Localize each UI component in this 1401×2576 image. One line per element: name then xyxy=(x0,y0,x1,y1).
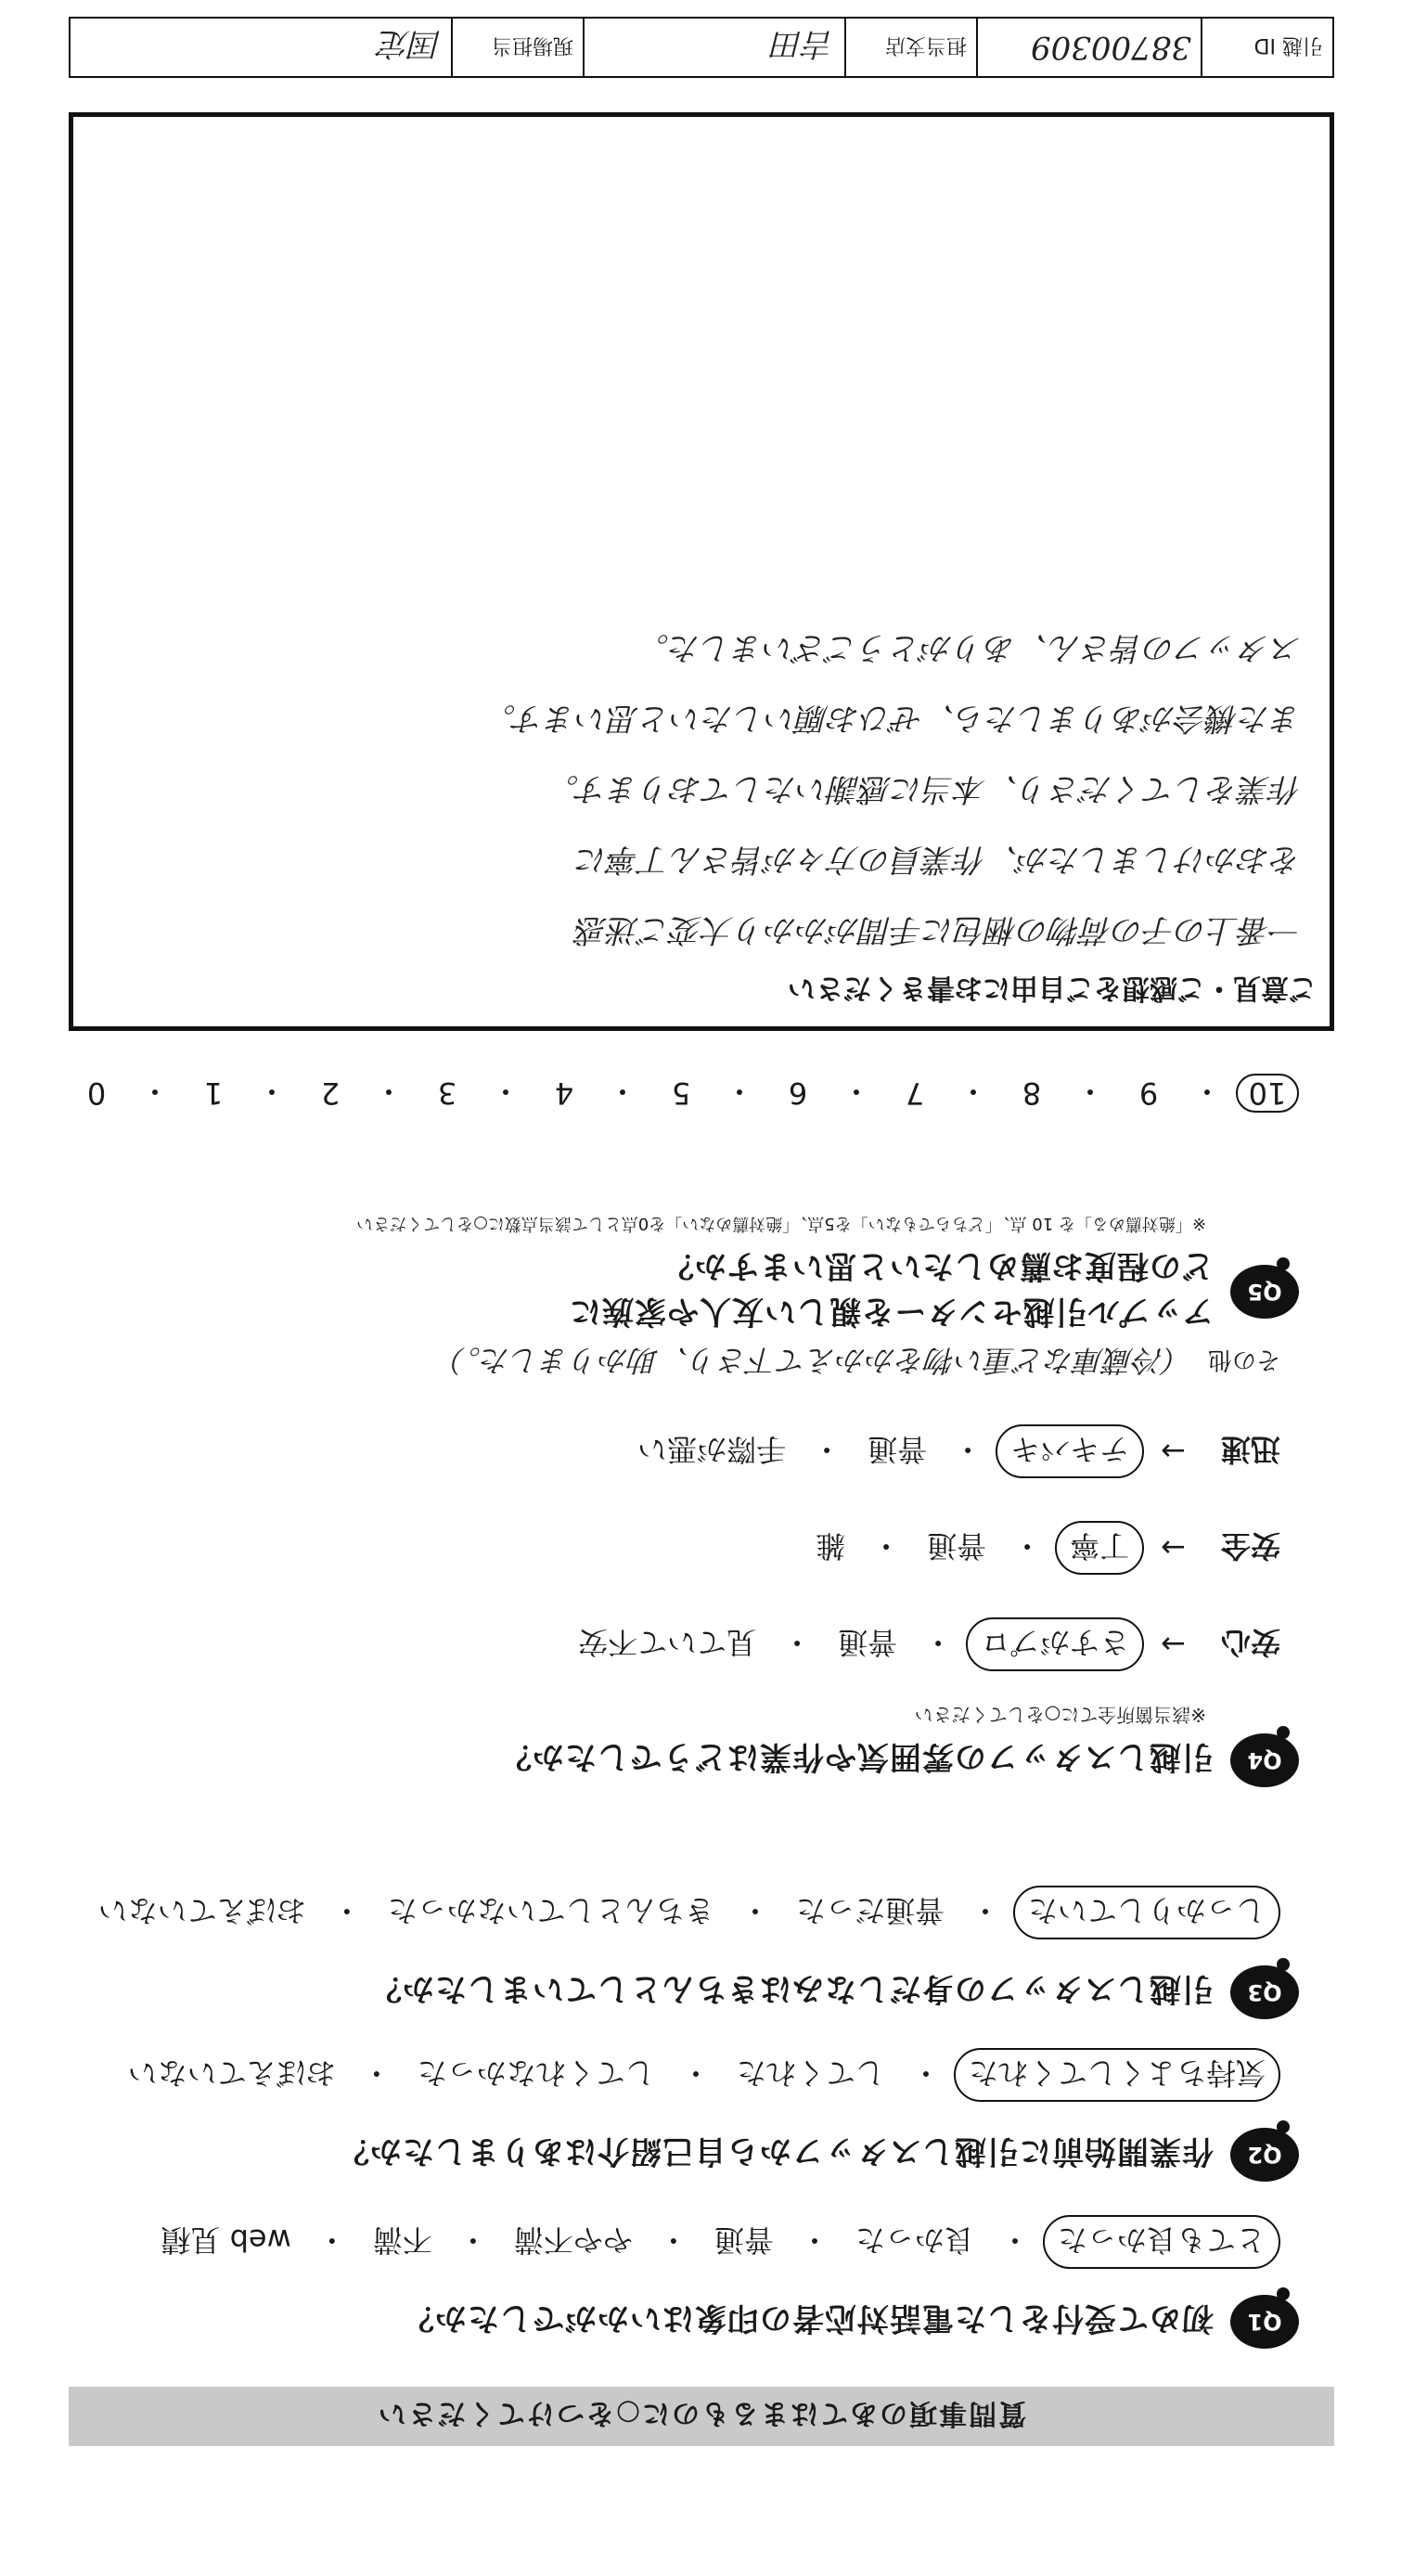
question-3 xyxy=(85,1886,1299,2019)
q2-badge: Q2 xyxy=(1230,2128,1299,2182)
branch-label: 担当支店 xyxy=(844,19,976,76)
rating-option[interactable]: 1 xyxy=(203,1075,224,1111)
rating-option[interactable]: 6 xyxy=(788,1075,808,1111)
q5-note: ※「絶対薦める」を 10 点、「どちらでもない」を5点、「絶対薦めない」を0点として該当点数に○をしてください xyxy=(356,1214,1206,1233)
q5-question-line2: どの程度お薦めしたいと思いますか？ xyxy=(662,1247,1214,1284)
rating-option[interactable]: 3 xyxy=(437,1075,457,1111)
q4-note: ※該当箇所全てに○をしてください xyxy=(914,1704,1206,1726)
comment-title: ご意見・ご感想をご自由にお書きください xyxy=(788,972,1317,1004)
q1-option[interactable]: 普通 xyxy=(713,2222,774,2258)
q4-option[interactable]: 普通 xyxy=(927,1528,987,1564)
q4-other xyxy=(436,1341,1280,1384)
q1-option[interactable]: 不満 xyxy=(372,2222,432,2258)
q4-option[interactable]: 普通 xyxy=(838,1625,898,1660)
q3-option-selected[interactable]: しっかりしていた xyxy=(1013,1886,1280,1939)
question-1 xyxy=(148,2215,1299,2349)
q2-option-selected[interactable]: 気持ちよくしてくれた xyxy=(954,2048,1280,2102)
q4-row-anzen: 安全 → 丁寧 ・ 普通 ・ 雑 xyxy=(436,1521,1280,1575)
q4-row-label: 安全 xyxy=(1220,1528,1280,1564)
q1-badge: Q1 xyxy=(1230,2295,1299,2349)
q1-option[interactable]: やや不満 xyxy=(513,2222,633,2258)
rating-selected[interactable]: 10 xyxy=(1236,1074,1299,1113)
q1-options: とても良かった ・ 良かった ・ 普通 ・ やや不満 ・ 不満 ・ web 見積 xyxy=(148,2215,1280,2269)
q4-option[interactable]: 手際が悪い xyxy=(637,1432,787,1467)
q4-option-selected[interactable]: 丁寧 xyxy=(1055,1521,1144,1575)
office-use-table xyxy=(69,17,1334,78)
q2-question: 作業開始前に引越しスタッフから自己紹介はありましたか？ xyxy=(337,2132,1214,2170)
q4-other-label: その他 xyxy=(1207,1346,1280,1374)
comment-line: スタッフの皆さん、ありがとうございました。 xyxy=(636,629,1302,666)
q4-question: 引越しスタッフの雰囲気や作業はどうでしたか？ xyxy=(499,1738,1214,1776)
comment-line: 一番上の子の荷物の梱包に手間がかかり大変ご迷惑 xyxy=(576,911,1302,948)
q2-options: 気持ちよくしてくれた ・ してくれた ・ してくれなかった ・ おぼえていない xyxy=(115,2048,1280,2102)
q1-option-selected[interactable]: とても良かった xyxy=(1043,2215,1280,2269)
q1-option[interactable]: 良かった xyxy=(855,2222,974,2258)
q1-question: 初めて受付をした電話対応者の印象はいかがでしたか？ xyxy=(402,2299,1214,2338)
q4-other-handwriting[interactable]: （冷蔵庫など重い物をかかえて下さり、助かりました。） xyxy=(435,1343,1193,1378)
q4-option[interactable]: 普通 xyxy=(868,1432,928,1467)
rating-option[interactable]: 2 xyxy=(320,1075,341,1111)
q5-question-line1: アップル引越センターを親しい友人や家族に xyxy=(569,1293,1214,1330)
question-2 xyxy=(115,2048,1299,2182)
q3-options: しっかりしていた ・ 普通だった ・ きちんとしていなかった ・ おぼえていない xyxy=(85,1886,1280,1939)
rating-option[interactable]: 4 xyxy=(554,1075,574,1111)
q3-option[interactable]: 普通だった xyxy=(795,1893,945,1928)
q3-badge: Q3 xyxy=(1230,1965,1299,2019)
q4-row-label: 迅速 xyxy=(1220,1432,1280,1467)
rating-option[interactable]: 9 xyxy=(1138,1075,1159,1111)
branch-value: 吉田 xyxy=(583,19,844,76)
instruction-text: 質問事項のあてはまるものに○をつけてください xyxy=(376,2397,1027,2429)
q4-option[interactable]: 雑 xyxy=(816,1528,846,1564)
comment-box[interactable] xyxy=(69,112,1334,1031)
manager-value: 国定 xyxy=(379,25,442,63)
comment-line: また機会がありましたら、ぜひお願いしたいと思います。 xyxy=(483,700,1302,737)
rating-option[interactable]: 0 xyxy=(86,1075,107,1111)
q4-row-anshin: 安心 → さすがプロ ・ 普通 ・ 見ていて不安 xyxy=(436,1617,1280,1671)
rating-option[interactable]: 7 xyxy=(905,1075,925,1111)
rating-option[interactable]: 5 xyxy=(671,1075,691,1111)
q3-option[interactable]: きちんとしていなかった xyxy=(387,1893,714,1928)
q4-badge: Q4 xyxy=(1230,1733,1299,1787)
q4-row-jinsoku: 迅速 → テキパキ ・ 普通 ・ 手際が悪い xyxy=(436,1424,1280,1478)
q2-option[interactable]: してくれた xyxy=(736,2055,885,2091)
q5-rating-scale: 10 ・ 9 ・ 8 ・ 7 ・ 6 ・ 5 ・ 4 ・ 3 ・ 2 ・ 1 ・ 0 xyxy=(67,1072,1299,1114)
q3-question: 引越しスタッフの身だしなみはきちんとしていましたか？ xyxy=(369,1970,1214,2008)
rating-option[interactable]: 8 xyxy=(1022,1075,1042,1111)
q2-option[interactable]: してくれなかった xyxy=(417,2055,655,2091)
manager-label: 現場担当 xyxy=(451,19,583,76)
q1-option[interactable]: web 見積 xyxy=(161,2222,291,2258)
q3-option[interactable]: おぼえていない xyxy=(97,1893,306,1928)
q4-option-selected[interactable]: テキパキ xyxy=(996,1424,1144,1478)
question-4 xyxy=(436,1341,1299,1787)
instruction-band xyxy=(69,2387,1334,2446)
q4-option[interactable]: 見ていて不安 xyxy=(578,1625,757,1660)
q2-option[interactable]: おぼえていない xyxy=(127,2055,336,2091)
question-5 xyxy=(356,1213,1299,1337)
id-label: 引越 ID xyxy=(1201,19,1332,76)
q4-row-label: 安心 xyxy=(1220,1625,1280,1660)
q5-badge: Q5 xyxy=(1230,1265,1299,1319)
comment-line: をおかけしましたが、作業員の方々が皆さん丁寧に xyxy=(576,841,1302,878)
q4-option-selected[interactable]: さすがプロ xyxy=(966,1617,1144,1671)
comment-line: 作業をしてくださり、本当に感謝いたしております。 xyxy=(546,770,1302,807)
id-value: 38700309 xyxy=(976,19,1201,76)
